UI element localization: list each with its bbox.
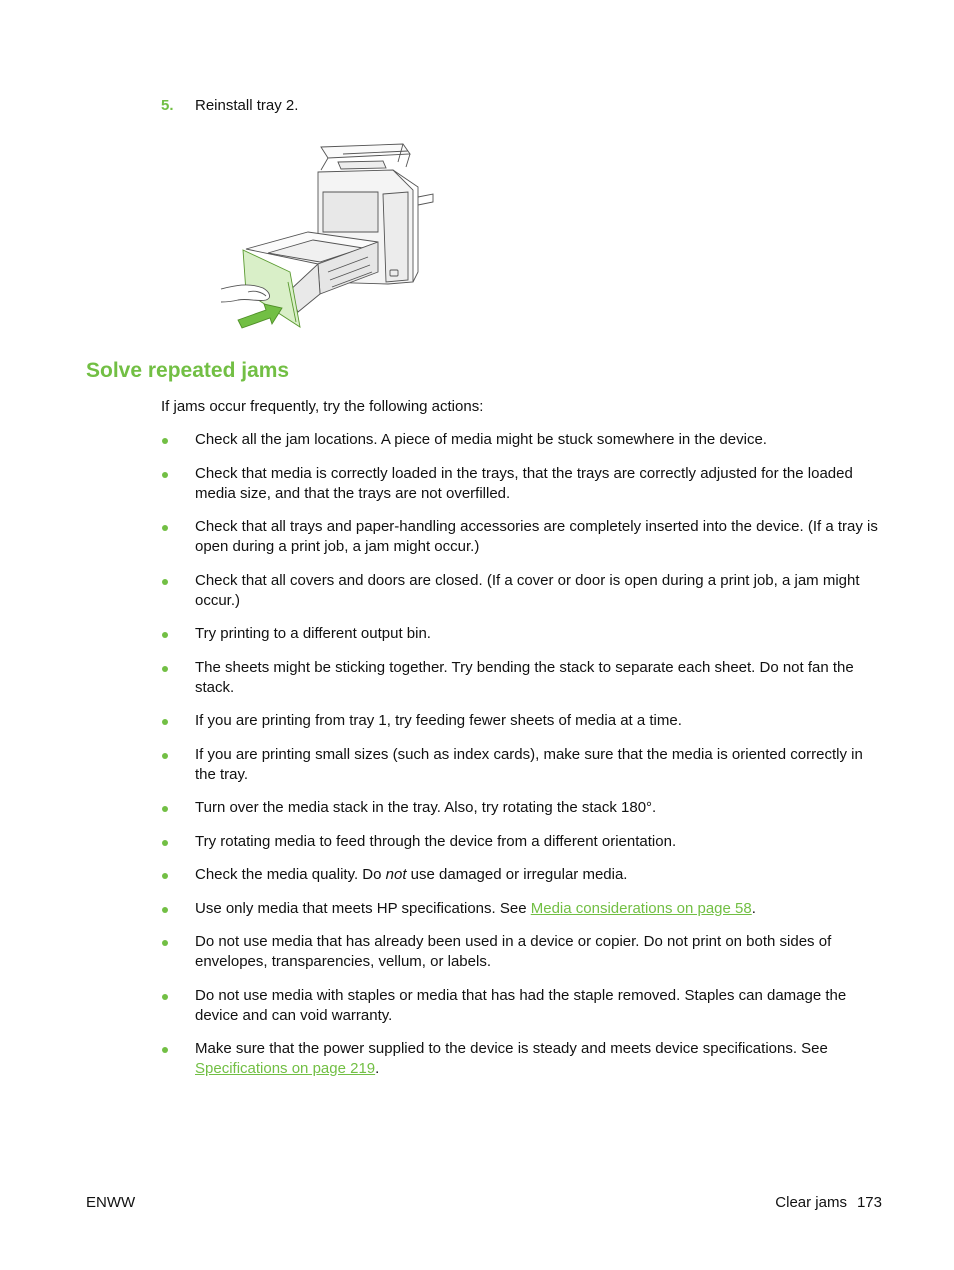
bullet-icon <box>162 806 168 812</box>
list-item <box>161 798 883 818</box>
list-item <box>161 745 883 785</box>
footer-left-label: ENWW <box>86 1194 136 1211</box>
bullet-icon <box>162 873 168 879</box>
bullet-icon <box>162 753 168 759</box>
list-item-text: Do not use media that has already been used in a device or copier. Do not print on both sides of envelopes, transparencies, vellum, or labels. <box>195 933 832 970</box>
bullet-icon <box>162 579 168 585</box>
list-item-text: Check that all trays and paper-handling accessories are completely inserted into the device. (If a tray is open during a print job, a jam might occur.) <box>195 518 878 555</box>
list-item <box>161 517 883 557</box>
list-item-text-post: . <box>751 899 756 917</box>
bullet-icon <box>162 632 168 638</box>
list-item <box>161 986 883 1026</box>
list-item-text: If you are printing small sizes (such as index cards), make sure that the media is oriented correctly in the tray. <box>195 745 863 783</box>
list-item-text: Check that all covers and doors are closed. (If a cover or door is open during a print job, a jam might occur.) <box>195 571 860 609</box>
list-item <box>161 932 883 972</box>
action-list <box>161 430 883 1093</box>
list-item-text: Turn over the media stack in the tray. Also, try rotating the stack 180°. <box>195 799 657 816</box>
step-text: Reinstall tray 2. <box>195 97 299 114</box>
footer-section-name: Clear jams <box>775 1194 847 1211</box>
section-heading: Solve repeated jams <box>86 359 290 382</box>
list-item-text-pre: Make sure that the power supplied to the device is steady and meets device specifications. See <box>195 1040 828 1057</box>
list-item <box>161 1039 883 1079</box>
list-item <box>161 571 883 611</box>
printer-tray-illustration <box>218 132 440 332</box>
list-item <box>161 832 883 852</box>
list-item-text: Try rotating media to feed through the device from a different orientation. <box>195 832 677 850</box>
media-considerations-link[interactable]: Media considerations on page 58 <box>530 899 752 917</box>
bullet-icon <box>162 994 168 1000</box>
list-item <box>161 464 883 504</box>
list-item <box>161 430 883 450</box>
list-item <box>161 899 883 919</box>
list-item-text-post: use damaged or irregular media. <box>406 866 628 883</box>
bullet-icon <box>162 940 168 946</box>
bullet-icon <box>162 719 168 725</box>
list-item-text: If you are printing from tray 1, try feeding fewer sheets of media at a time. <box>195 712 682 729</box>
step-5 <box>161 96 298 116</box>
bullet-icon <box>162 525 168 531</box>
step-number: 5. <box>161 97 174 114</box>
list-item-text-pre: Use only media that meets HP specifications. See <box>195 899 531 917</box>
list-item <box>161 624 883 644</box>
specifications-link[interactable]: Specifications on page 219 <box>195 1060 376 1077</box>
list-item <box>161 865 883 885</box>
list-item-text: Do not use media with staples or media that has had the staple removed. Staples can damage the device and can void warranty. <box>195 986 847 1024</box>
list-item-text-post: . <box>375 1060 380 1077</box>
intro-text: If jams occur frequently, try the following actions: <box>161 398 484 415</box>
page-number: 173 <box>856 1194 882 1211</box>
list-item-text: Check all the jam locations. A piece of media might be stuck somewhere in the device. <box>195 431 767 448</box>
bullet-icon <box>162 1047 168 1053</box>
list-item <box>161 711 883 731</box>
list-item-text: Check that media is correctly loaded in the trays, that the trays are correctly adjusted for the loaded media size, and that the trays are not overfilled. <box>195 464 853 502</box>
list-item-text: The sheets might be sticking together. Try bending the stack to separate each sheet. Do not fan the stack. <box>195 658 854 696</box>
bullet-icon <box>162 907 168 913</box>
footer-right <box>775 1193 882 1213</box>
list-item <box>161 658 883 698</box>
list-item-text-pre: Check the media quality. Do <box>195 866 386 883</box>
bullet-icon <box>162 472 168 478</box>
bullet-icon <box>162 840 168 846</box>
list-item-text: Try printing to a different output bin. <box>195 625 431 642</box>
bullet-icon <box>162 666 168 672</box>
emphasis-not: not <box>385 866 407 883</box>
bullet-icon <box>162 438 168 444</box>
